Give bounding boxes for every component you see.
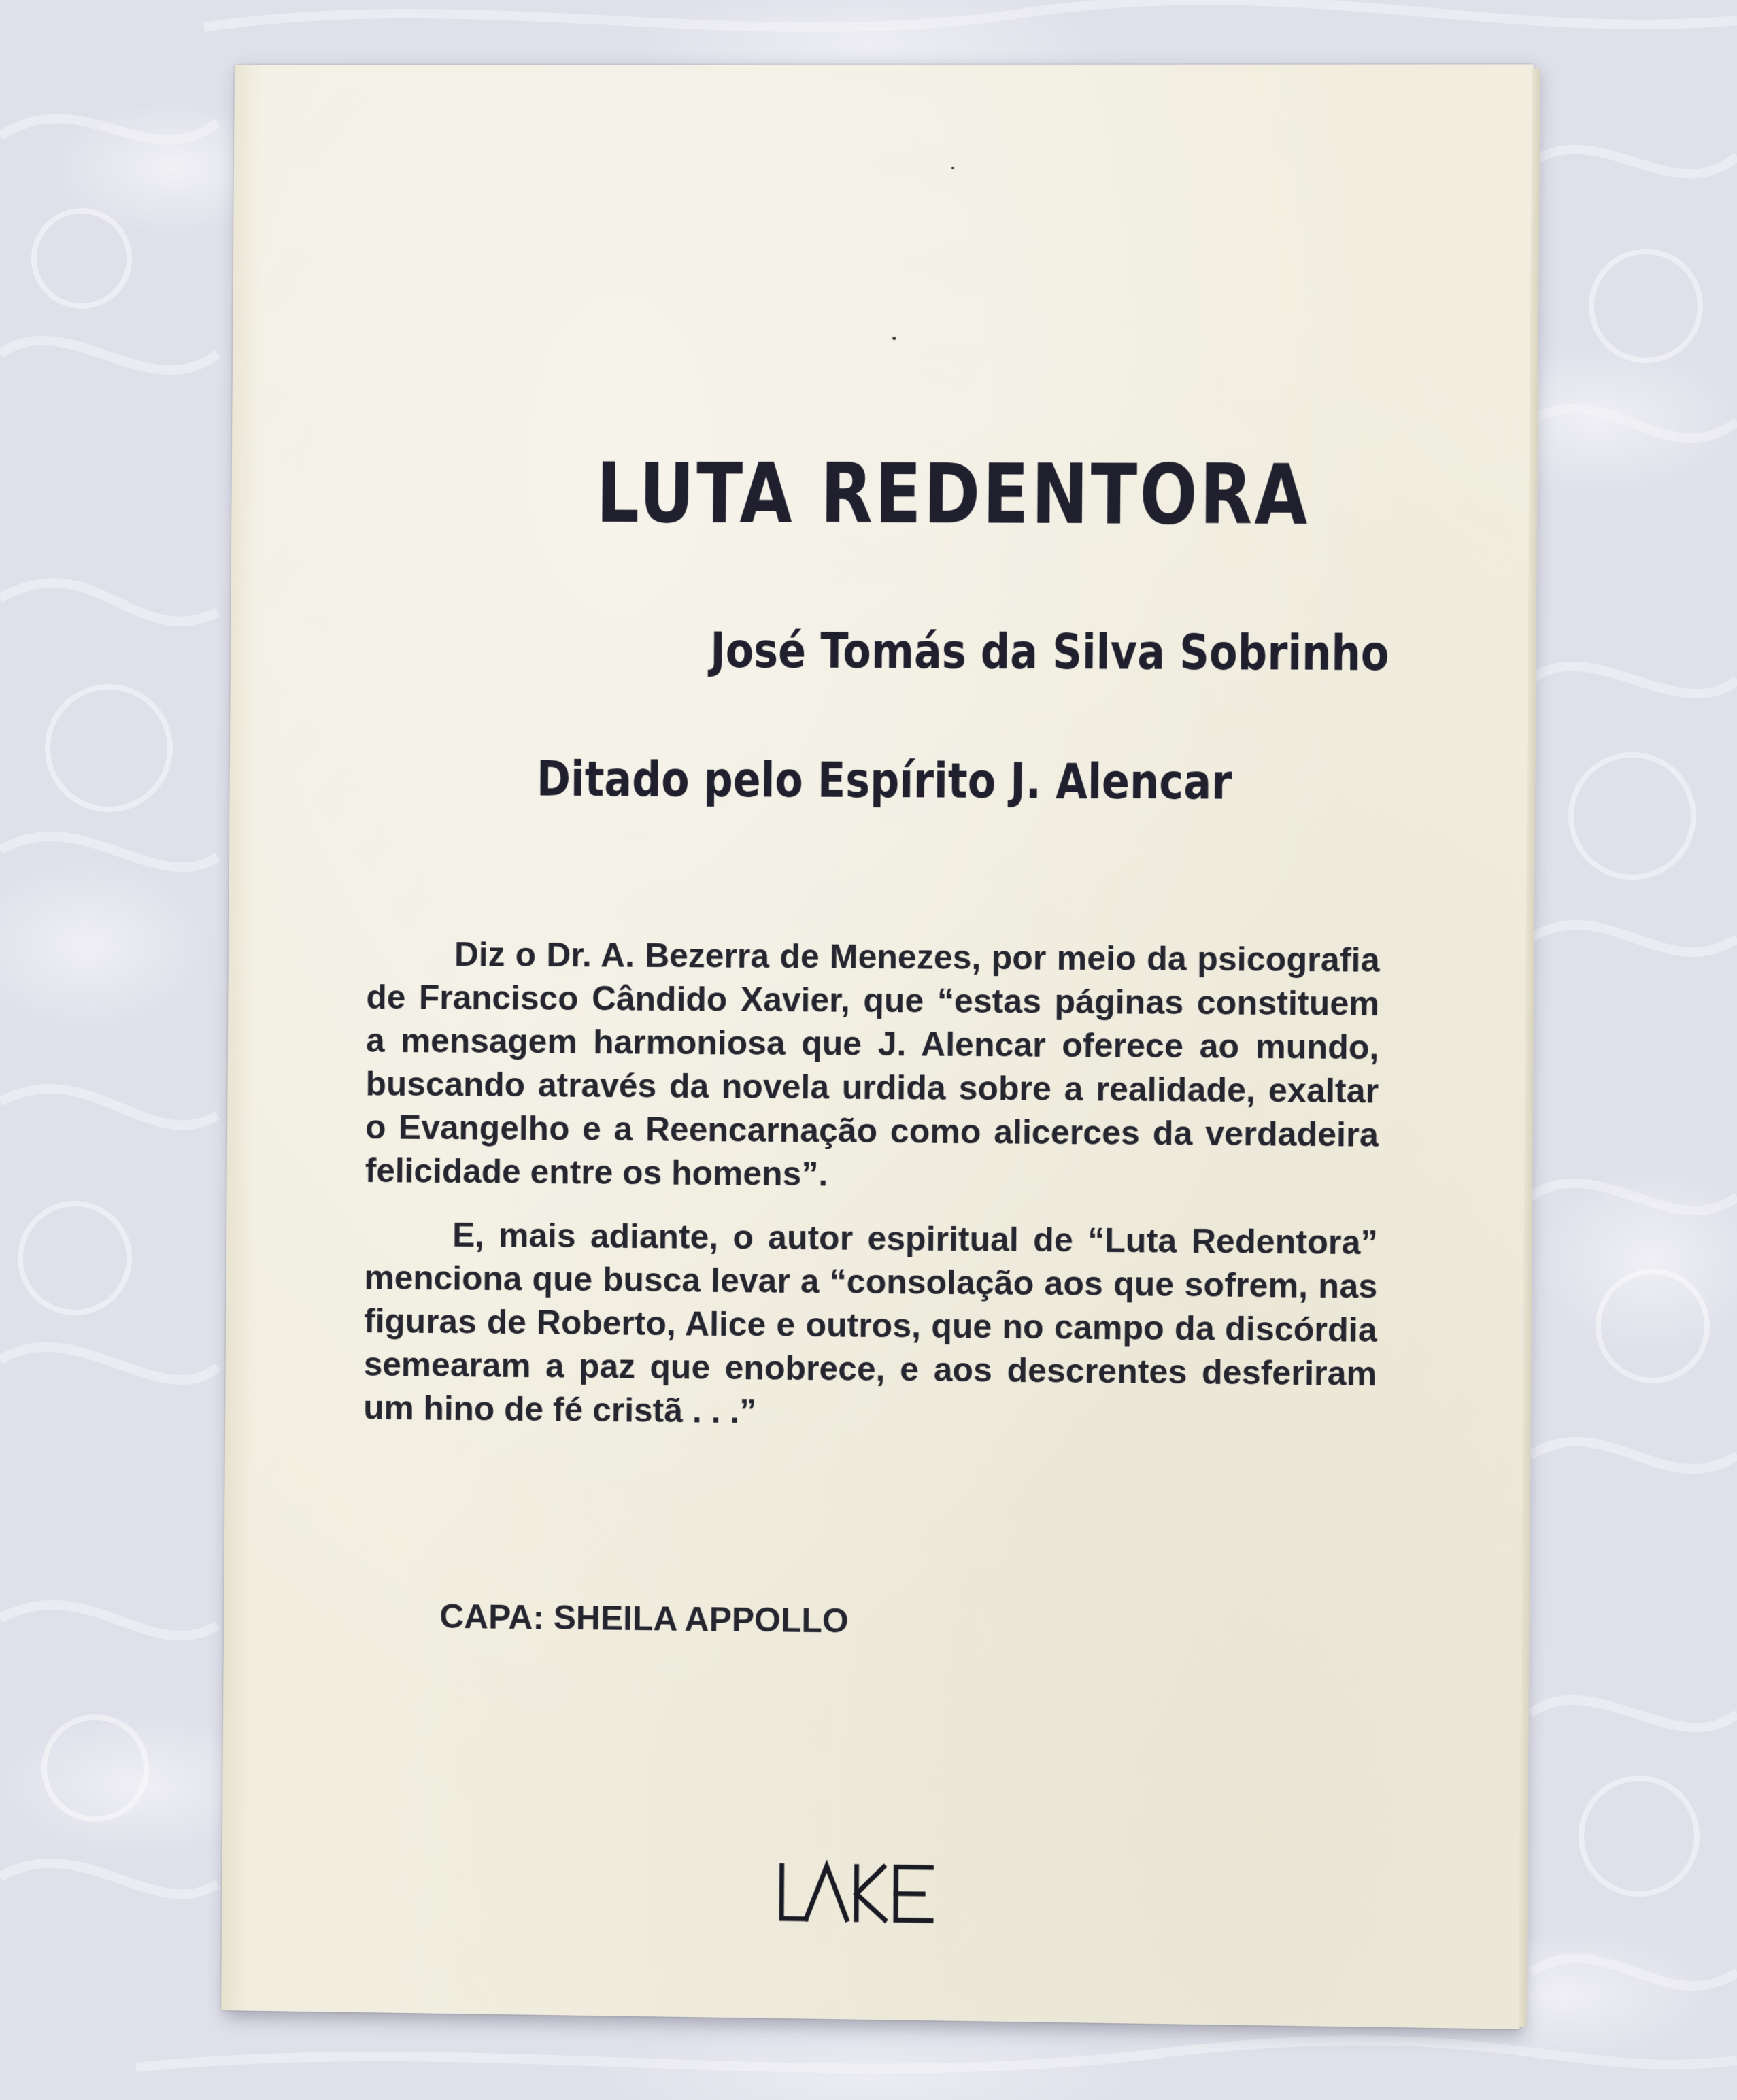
book-title: LUTA REDENTORA [596,445,1311,543]
book-page-edge [1518,68,1540,2026]
synopsis [363,932,1380,1459]
cover-credit: CAPA: SHEILA APPOLLO [439,1597,849,1640]
synopsis-paragraph: E, mais adiante, o autor espiritual de “Luta Redentora” menciona que busca levar a “consolação aos que sofrem, nas figuras de Roberto, Alice e outros, que no campo da discórdia semearam a paz que enobrece, e aos descrentes desferiram um hino de fé cristã . . .” [363,1215,1378,1431]
book-back-cover [221,64,1534,2029]
paper-speck [892,337,896,340]
paper-speck [951,167,954,169]
publisher-logo [776,1859,940,1929]
dictated-by-line: Ditado pelo Espírito J. Alencar [536,749,1232,811]
synopsis-paragraph: Diz o Dr. A. Bezerra de Menezes, por meio da psicografia de Francisco Cândido Xavier, que “estas páginas constituem a mensagem harmoniosa que J. Alencar oferece ao mundo, buscando através da novela urdida sobre a realidade, exaltar o Evangelho e a Reencarnação como alicerces da verdadeira felicidade entre os homens”. [365,935,1380,1193]
book-author: José Tomás da Silva Sobrinho [710,622,1390,682]
